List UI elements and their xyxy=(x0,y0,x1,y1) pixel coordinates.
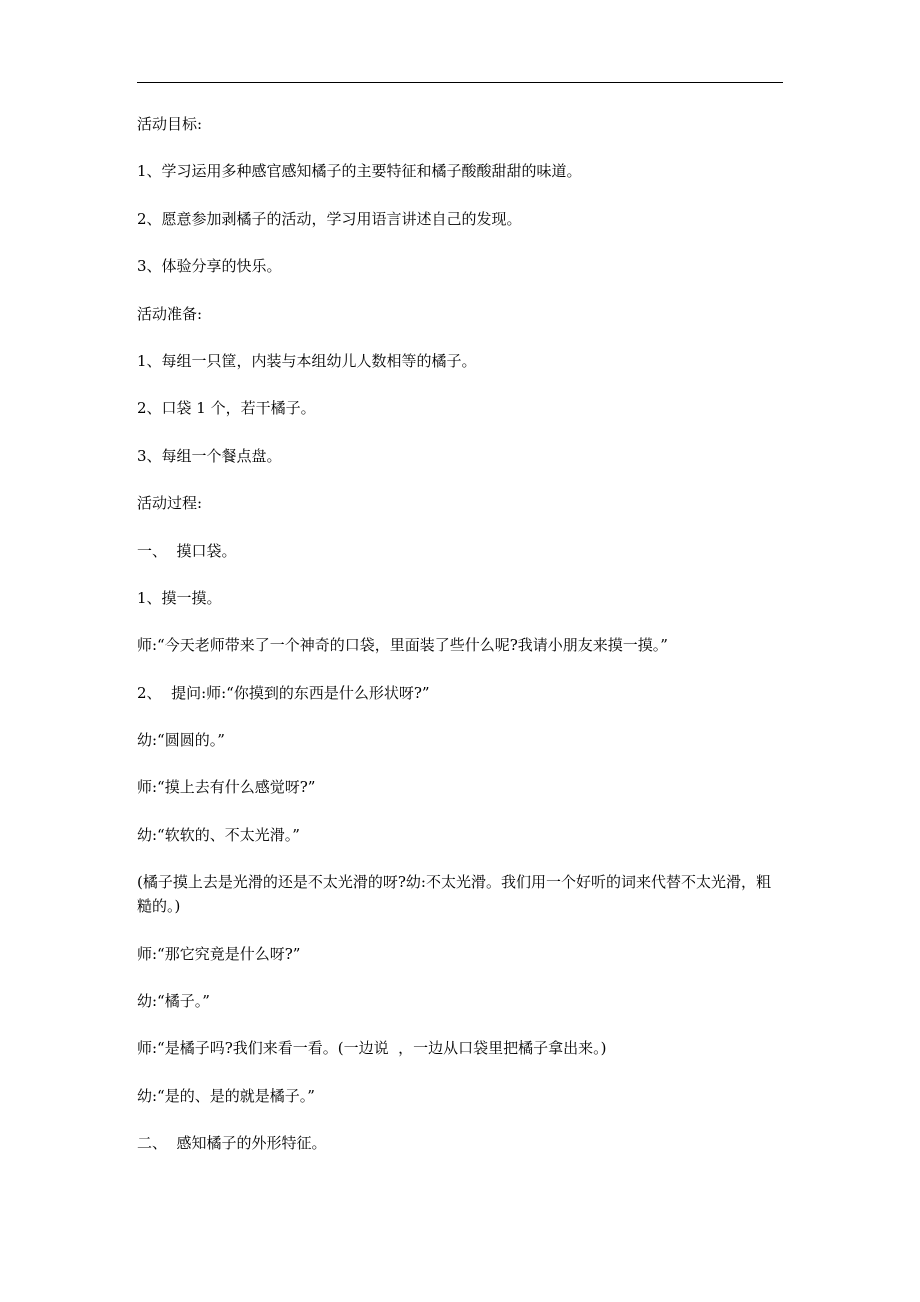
goal-item-1: 1、学习运用多种感官感知橘子的主要特征和橘子酸酸甜甜的味道。 xyxy=(137,162,582,181)
dialogue-line: 幼:“橘子。” xyxy=(137,992,210,1011)
dialogue-line: 幼:“是的、是的就是橘子。” xyxy=(137,1086,315,1105)
dialogue-line: 幼:“圆圆的。” xyxy=(137,731,225,750)
goal-item-2: 2、愿意参加剥橘子的活动，学习用语言讲述自己的发现。 xyxy=(137,209,522,228)
dialogue-line: 师:“今天老师带来了一个神奇的口袋，里面装了些什么呢?我请小朋友来摸一摸。” xyxy=(137,636,668,655)
dialogue-line: 师:“是橘子吗?我们来看一看。(一边说 ，一边从口袋里把橘子拿出来。) xyxy=(137,1039,607,1058)
dialogue-line: 师:“那它究竟是什么呀?” xyxy=(137,944,301,963)
goal-item-3: 3、体验分享的快乐。 xyxy=(137,257,282,276)
explanation-note: (橘子摸上去是光滑的还是不太光滑的呀?幼:不太光滑。我们用一个好听的词来代替不太光滑，粗糙的。) xyxy=(137,873,771,916)
section-heading-2: 二、 感知橘子的外形特征。 xyxy=(137,1134,327,1153)
preparation-item-3: 3、每组一个餐点盘。 xyxy=(137,446,282,465)
step-1: 1、摸一摸。 xyxy=(137,588,222,607)
document-body xyxy=(137,112,785,1179)
section-heading-1: 一、 摸口袋。 xyxy=(137,541,237,560)
heading-activity-preparation: 活动准备: xyxy=(137,304,203,323)
dialogue-line: 师:“摸上去有什么感觉呀?” xyxy=(137,778,316,797)
heading-activity-process: 活动过程: xyxy=(137,494,203,513)
dialogue-line: 幼:“软软的、不太光滑。” xyxy=(137,825,300,844)
preparation-item-2: 2、口袋 1 个，若干橘子。 xyxy=(137,399,316,418)
header-rule xyxy=(137,82,783,83)
heading-activity-goals: 活动目标: xyxy=(137,115,203,133)
preparation-item-1: 1、每组一只筐，内装与本组幼儿人数相等的橘子。 xyxy=(137,351,477,370)
step-2: 2、 提问:师:“你摸到的东西是什么形状呀?” xyxy=(137,683,430,702)
